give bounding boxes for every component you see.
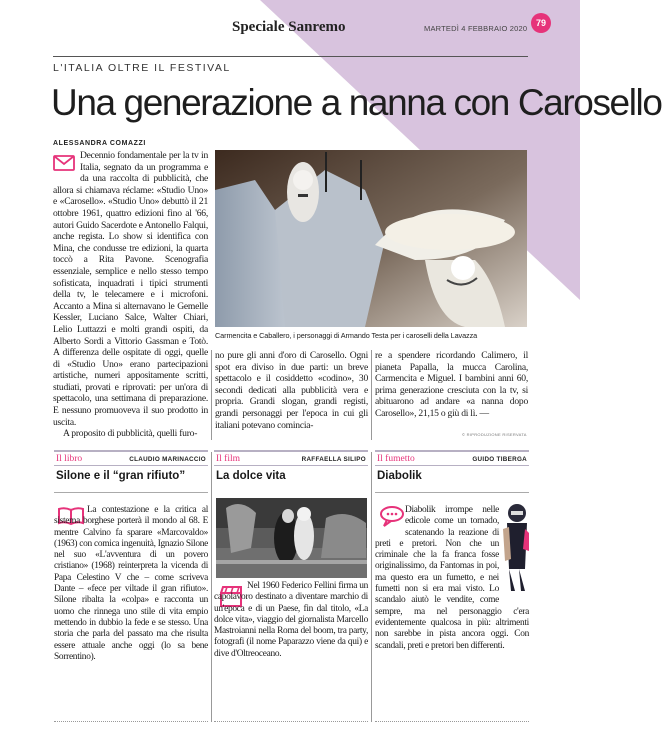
box-category: Il film (216, 454, 241, 464)
column-divider (211, 350, 212, 440)
box-category: Il fumetto (377, 454, 415, 464)
box-header (54, 450, 208, 466)
copyright-notice: © RIPRODUZIONE RISERVATA (462, 432, 527, 437)
article-column-1 (53, 150, 208, 440)
box-author: CLAUDIO MARINACCIO (129, 456, 206, 463)
column-divider (371, 350, 372, 440)
book-review-box (54, 450, 208, 722)
article-paragraph: A proposito di pubblicità, quelli furo- (63, 428, 198, 440)
box-bottom-rule (375, 708, 529, 722)
box-title-rule (54, 492, 208, 493)
envelope-icon (53, 152, 75, 174)
box-header (375, 450, 529, 466)
column-divider (371, 452, 372, 722)
issue-date: MARTEDÌ 4 FEBBRAIO 2020 (424, 24, 528, 33)
page-number-badge: 79 (531, 13, 551, 33)
box-title: La dolce vita (216, 470, 286, 482)
page-header (0, 0, 580, 50)
box-bottom-rule (214, 708, 368, 722)
column-divider (211, 452, 212, 722)
film-review-box (214, 450, 368, 722)
article-paragraph: Decennio fondamentale per la tv in Italia, segnato da un programma e da una raccolta di pubblicità, che allora si chiamava réclame: «Studio Uno» e «Carosello». «Studio Uno» debuttò il 21 ottobre 1961, quattro edizioni fino al '66, autori Guido Sacerdote e Antonello Falqui, anche regista. Lo show si identifica con Mina, che condusse tre edizioni, la quarta toccò a Rita Pavone. Scenografia essenziale, semplice e nello stesso tempo sofisticata, inquadrati i tipici strumenti della tv, le telecamere e i microfoni. Accanto a Mina si alternavano le Gemelle Kessler, Luciano Salce, Walter Chiari, Lelio Luttazzi e molti grandi ospiti, da Alberto Sordi a Vittorio Gassman e Totò. A differenza delle ospitate di oggi, quelle di «Studio Uno» erano partecipazioni artistiche, numeri appositamente scritti, studiati, provati e riprovati: per un'ora di spettacolo, una settimana di preparazione. E nessuno promuoveva il suo prodotto in uscita. (53, 150, 208, 428)
box-title-rule (375, 492, 529, 493)
carosello-photo (215, 150, 527, 327)
photo-caption: Carmencita e Caballero, i personaggi di Armando Testa per i caroselli della Lavazza (215, 331, 478, 340)
article-kicker: L'ITALIA OLTRE IL FESTIVAL (53, 62, 231, 74)
box-title: Diabolik (377, 470, 422, 482)
comic-review-box (375, 450, 529, 722)
box-title: Silone e il “gran rifiuto” (56, 470, 186, 482)
box-category: Il libro (56, 454, 83, 464)
article-headline: Una generazione a nanna con Carosello (51, 82, 662, 123)
article-column-2: no pure gli anni d'oro di Carosello. Ogni spot era diviso in due parti: un breve spettacolo e il cosiddetto «codino», 30 secondi dedicati alla pubblicità vera e propria. Grandi slogan, grandi registi, grandi personaggi per l'epoca in cui gli italiani potevano comincia- (215, 350, 368, 431)
article-author: ALESSANDRA COMAZZI (53, 140, 146, 147)
box-bottom-rule (54, 708, 208, 722)
box-header (214, 450, 368, 466)
box-body-content: Diabolik irrompe nelle edicole come un tornado, scatenando la reazione di preti e pretori. Non che un criminale che la fa franca fosse originalissimo, da Fantomas in poi, ma questo era un fumetto, e nei fumetti non si era mai visto. Lo scandalo aiutò le vendite, come sempre, ma nel personaggio c'era evidentemente qualcosa in più: altrimenti non sarebbe in pista ancora oggi. Con scandali, preti e pretori ben differenti. (375, 505, 529, 651)
box-author: GUIDO TIBERGA (472, 456, 527, 463)
box-body-text: La contestazione e la critica al sistema borghese porterà il mondo al 68. E mentre Calvino fa sparare «Marcovaldo» (1963) con comica ingenuità, Ignazio Silone nel suo «L'avventura di un povero cristiano» (1968) reinterpreta la vicenda di Papa Celestino V che – come scriveva Dante – «fece per viltade il gran rifiuto». Silone ribalta la «colpa» e racconta un uomo che rinnega uno stile di vita empio mettendo in dubbio la fede e se stesso. Una storia che parla del passato ma che risulta essere attuale anche oggi (lo sa bene Sorrentino). (54, 505, 208, 662)
article-column-3: re a spendere ricordando Calimero, il pianeta Papalla, la mucca Carolina, Carmencita e Miguel. I bambini anni 60, prima generazione cresciuta con la tv, si abituarono ad andare «a nanna dopo Carosello», 21,15 o giù di lì. — (375, 350, 528, 419)
top-rule (53, 56, 528, 57)
film-still-photo (216, 498, 367, 578)
box-body-text (375, 505, 529, 652)
box-author: RAFFAELLA SILIPO (301, 456, 366, 463)
box-body-text: Nel 1960 Federico Fellini firma un capolavoro destinato a diventare marchio di un'epoca e di un Paese, fin dal titolo, «La dolce vita», viaggio del giornalista Marcello Mastroianni nella Roma del boom, tra party, fotografi (il nome Paparazzo viene da qui) e dive d'Oltreoceano. (214, 581, 368, 659)
section-name: Speciale Sanremo (232, 19, 346, 35)
